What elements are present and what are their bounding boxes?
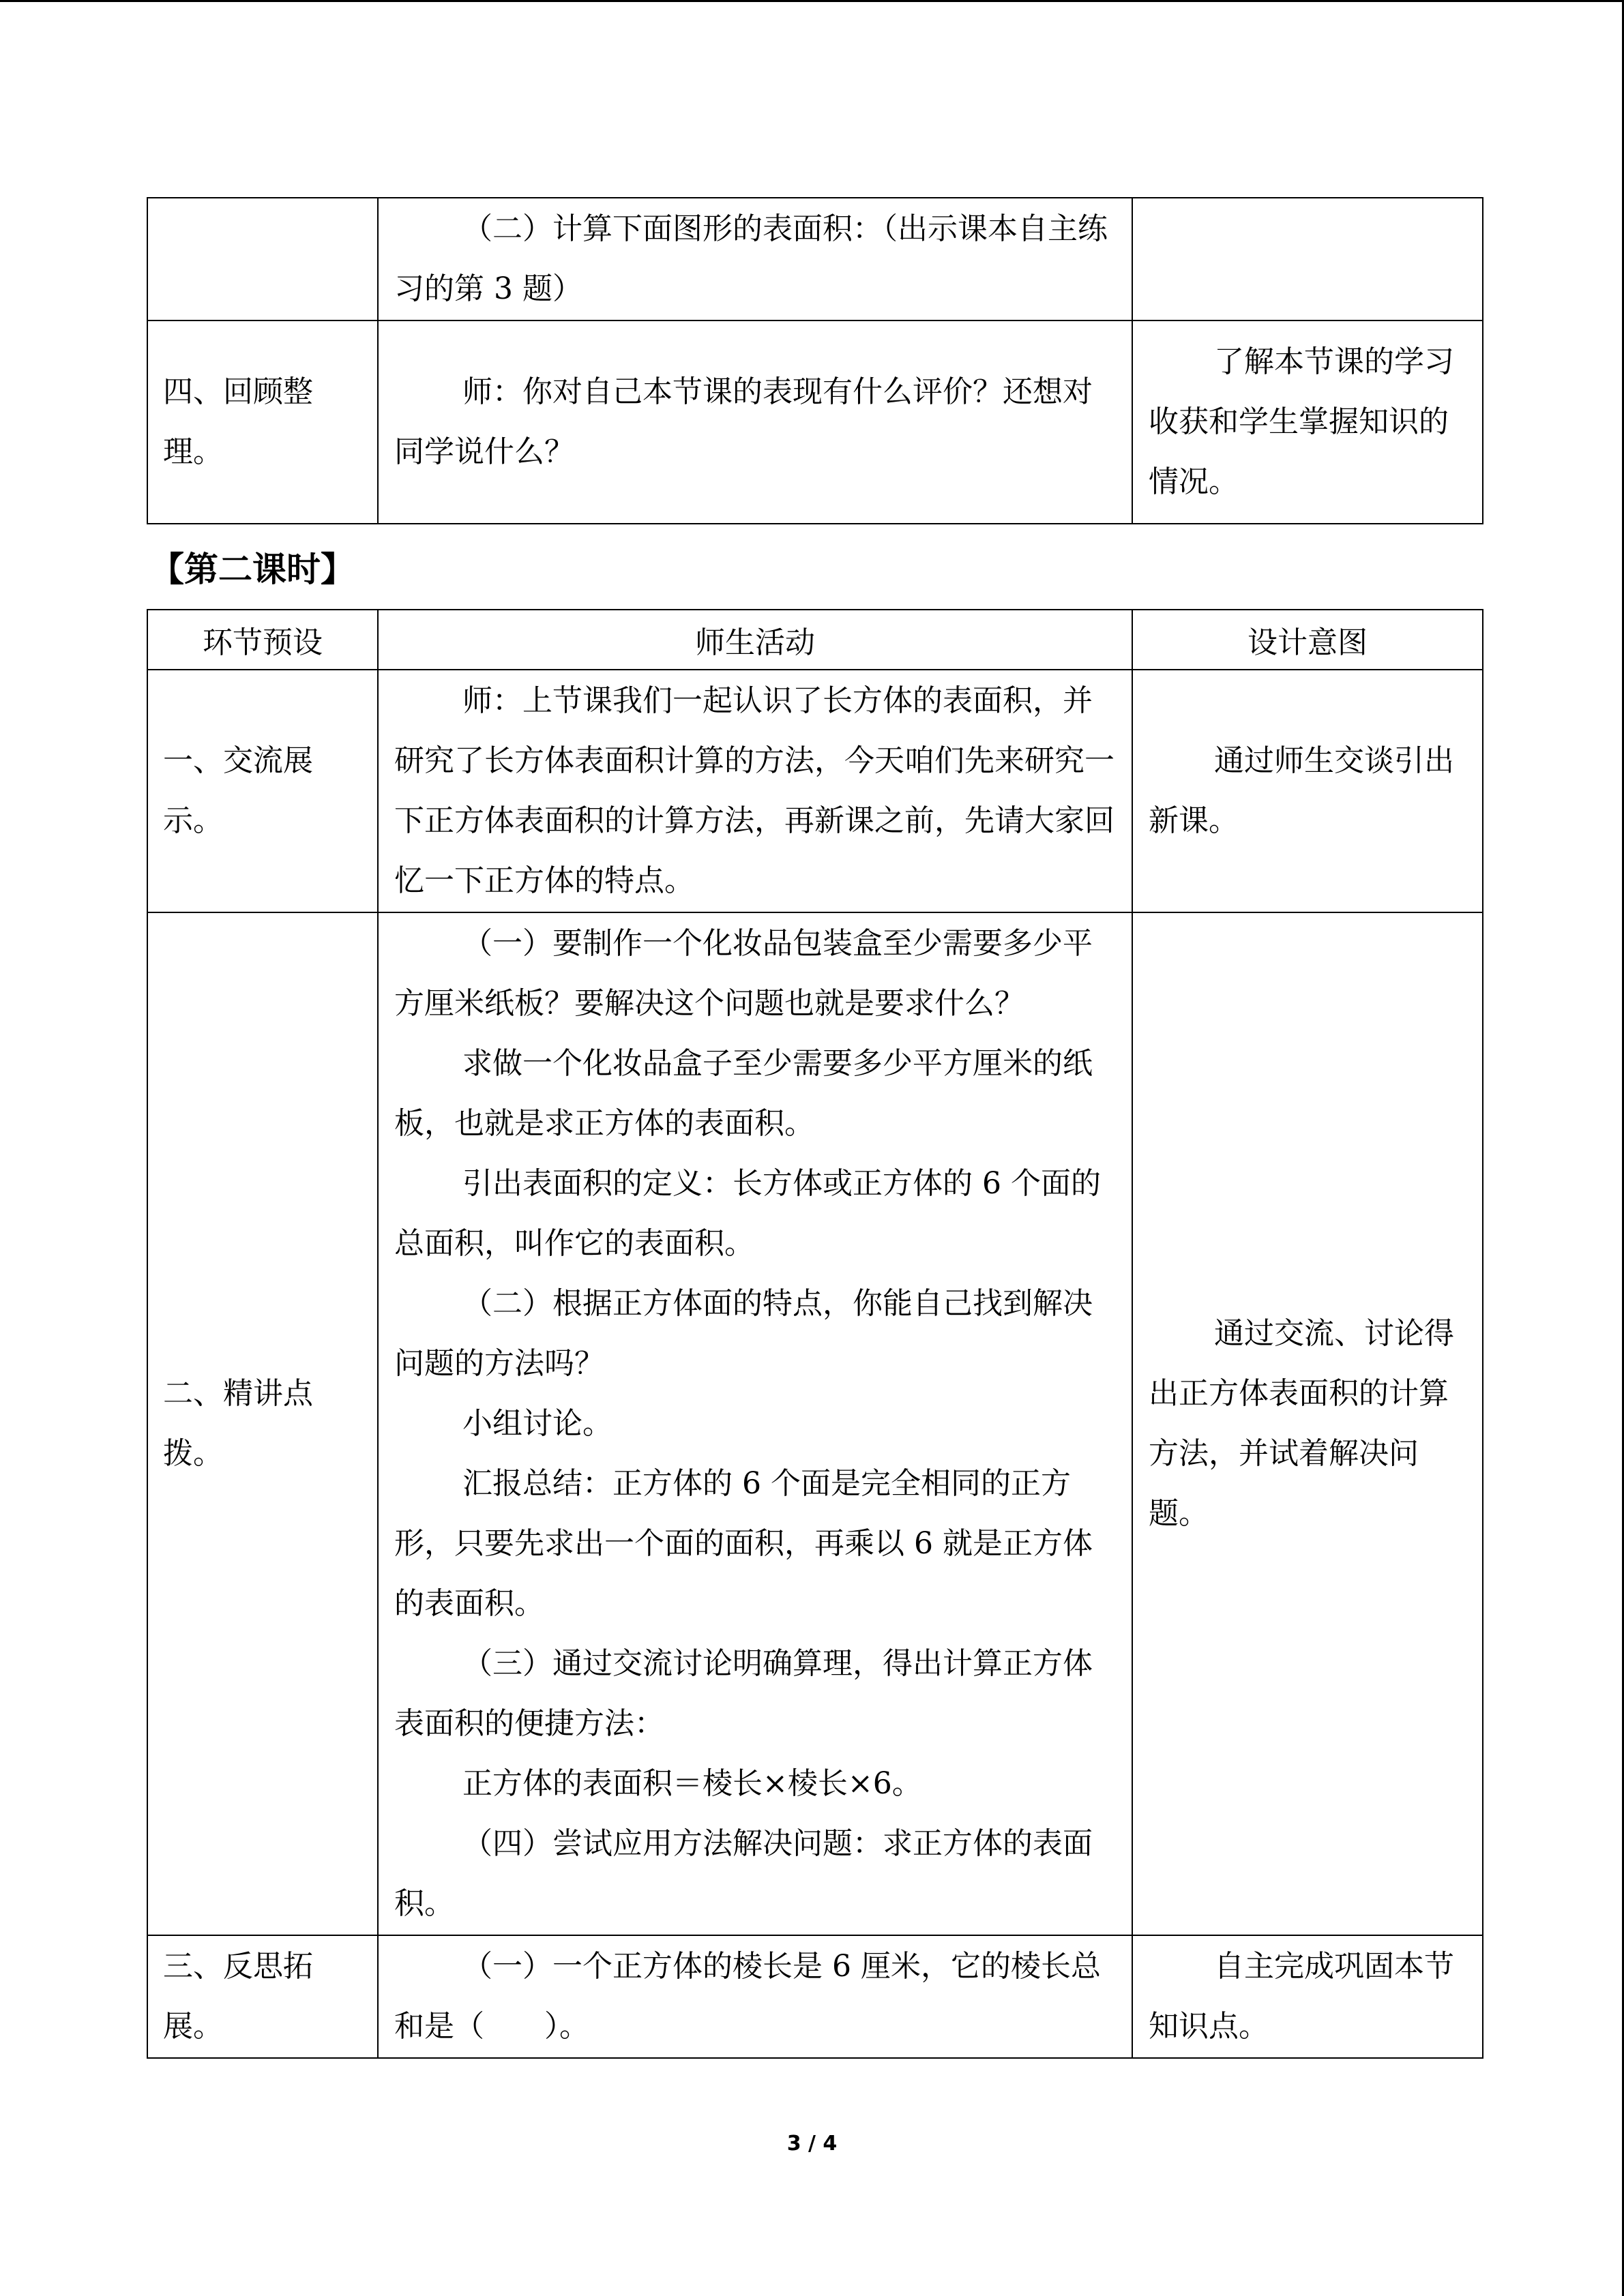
lesson-table-continued <box>147 197 1483 524</box>
intent-text: 自主完成巩固本节知识点。 <box>1149 1949 1454 2044</box>
activity-paragraph: （三）通过交流讨论明确算理，得出计算正方体表面积的便捷方法： <box>394 1646 1093 1741</box>
intent-cell <box>1132 198 1483 320</box>
activity-paragraph: 小组讨论。 <box>462 1406 612 1441</box>
activity-paragraph: 正方体的表面积＝棱长×棱长×6。 <box>462 1766 922 1801</box>
activity-cell <box>378 670 1132 912</box>
intent-text: 通过师生交谈引出新课。 <box>1149 743 1454 838</box>
intent-cell <box>1132 912 1483 1935</box>
page-top-border <box>0 0 1624 2</box>
stage-cell: 二、精讲点拨。 <box>147 912 378 1935</box>
activity-paragraph: （四）尝试应用方法解决问题：求正方体的表面积。 <box>394 1826 1093 1921</box>
activity-paragraph: （一）要制作一个化妆品包装盒至少需要多少平方厘米纸板？要解决这个问题也就是要求什么？ <box>394 926 1093 1021</box>
intent-cell <box>1132 320 1483 524</box>
section-heading: 【第二课时】 <box>150 550 355 589</box>
header-intent: 设计意图 <box>1132 610 1483 670</box>
intent-cell <box>1132 1935 1483 2058</box>
intent-cell <box>1132 670 1483 912</box>
activity-cell <box>378 1935 1132 2058</box>
activity-paragraph: （一）一个正方体的棱长是 6 厘米，它的棱长总和是（ ）。 <box>394 1949 1101 2044</box>
table-row <box>147 1935 1483 2058</box>
activity-paragraph: 引出表面积的定义：长方体或正方体的 6 个面的总面积，叫作它的表面积。 <box>394 1166 1101 1261</box>
intent-text: 通过交流、讨论得出正方体表面积的计算方法，并试着解决问题。 <box>1149 1316 1454 1531</box>
page-number: 3 / 4 <box>786 2132 838 2156</box>
activity-paragraph: 求做一个化妆品盒子至少需要多少平方厘米的纸板，也就是求正方体的表面积。 <box>394 1046 1093 1141</box>
header-stage: 环节预设 <box>147 610 378 670</box>
intent-text: 了解本节课的学习收获和学生掌握知识的情况。 <box>1149 344 1454 499</box>
activity-paragraph: （二）根据正方体面的特点，你能自己找到解决问题的方法吗？ <box>394 1286 1093 1381</box>
table-row <box>147 912 1483 1935</box>
lesson-table-second <box>147 609 1483 2059</box>
activity-cell <box>378 320 1132 524</box>
stage-cell <box>147 198 378 320</box>
table-row <box>147 198 1483 320</box>
header-activity: 师生活动 <box>378 610 1132 670</box>
stage-cell: 四、回顾整理。 <box>147 320 378 524</box>
table-header-row <box>147 610 1483 670</box>
table-row <box>147 670 1483 912</box>
activity-paragraph: 汇报总结：正方体的 6 个面是完全相同的正方形，只要先求出一个面的面积，再乘以 6 就是正方体的表面积。 <box>394 1466 1093 1621</box>
activity-cell <box>378 912 1132 1935</box>
table-row <box>147 320 1483 524</box>
activity-paragraph: 师：你对自己本节课的表现有什么评价？还想对同学说什么？ <box>394 374 1093 469</box>
stage-cell: 三、反思拓展。 <box>147 1935 378 2058</box>
activity-paragraph: （二）计算下面图形的表面积：（出示课本自主练习的第 3 题） <box>394 211 1108 306</box>
activity-cell <box>378 198 1132 320</box>
stage-cell: 一、交流展示。 <box>147 670 378 912</box>
activity-paragraph: 师：上节课我们一起认识了长方体的表面积，并研究了长方体表面积计算的方法，今天咱们先来研究一下正方体表面积的计算方法，再新课之前，先请大家回忆一下正方体的特点。 <box>394 683 1114 898</box>
